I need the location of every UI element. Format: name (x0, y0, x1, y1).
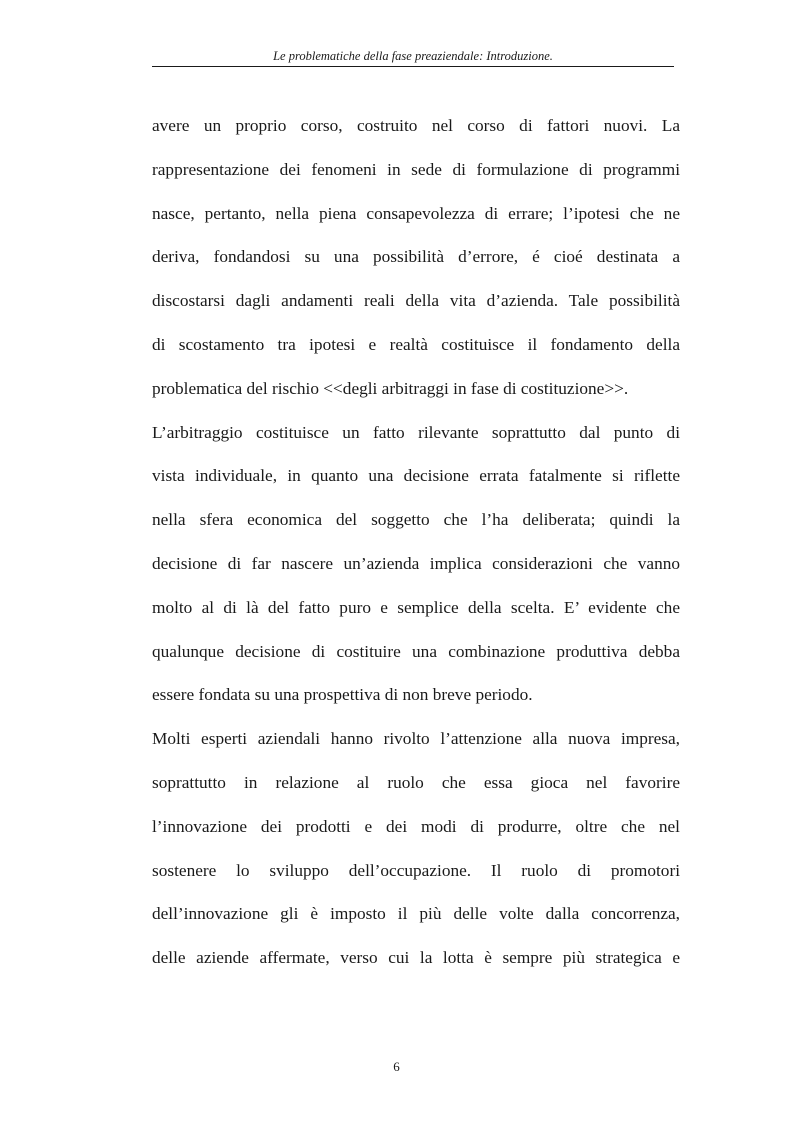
text-line: vista individuale, in quanto una decisione errata fatalmente si riflette (152, 466, 680, 486)
text-line: essere fondata su una prospettiva di non breve periodo. (152, 685, 533, 705)
text-line: dell’innovazione gli è imposto il più delle volte dalla concorrenza, (152, 904, 680, 924)
text-line: avere un proprio corso, costruito nel corso di fattori nuovi. La (152, 116, 680, 135)
body-text (152, 104, 680, 980)
text-line: L’arbitraggio costituisce un fatto rilevante soprattutto dal punto di (152, 422, 680, 442)
text-line: soprattutto in relazione al ruolo che essa gioca nel favorire (152, 772, 680, 792)
text-line: Molti esperti aziendali hanno rivolto l’attenzione alla nuova impresa, (152, 729, 680, 749)
text-line: decisione di far nascere un’azienda implica considerazioni che vanno (152, 553, 680, 573)
text-line: di scostamento tra ipotesi e realtà costituisce il fondamento della (152, 334, 680, 354)
text-line: nella sfera economica del soggetto che l’ha deliberata; quindi la (152, 510, 680, 530)
text-line: qualunque decisione di costituire una combinazione produttiva debba (152, 641, 680, 661)
header-rule (152, 66, 674, 67)
text-line: rappresentazione dei fenomeni in sede di formulazione di programmi (152, 159, 680, 179)
text-line: sostenere lo sviluppo dell’occupazione. Il ruolo di promotori (152, 860, 680, 880)
text-line: discostarsi dagli andamenti reali della vita d’azienda. Tale possibilità (152, 291, 680, 311)
text-line: nasce, pertanto, nella piena consapevolezza di errare; l’ipotesi che ne (152, 203, 680, 223)
text-line: deriva, fondandosi su una possibilità d’errore, é cioé destinata a (152, 247, 680, 267)
text-line: l’innovazione dei prodotti e dei modi di produrre, oltre che nel (152, 816, 680, 836)
page-number: 6 (393, 1059, 400, 1074)
text-line: delle aziende affermate, verso cui la lotta è sempre più strategica e (152, 948, 680, 968)
text-line: molto al di là del fatto puro e semplice della scelta. E’ evidente che (152, 597, 680, 617)
running-header: Le problematiche della fase preaziendale: Introduzione. (273, 49, 553, 63)
text-line: problematica del rischio <<degli arbitraggi in fase di costituzione>>. (152, 378, 629, 398)
